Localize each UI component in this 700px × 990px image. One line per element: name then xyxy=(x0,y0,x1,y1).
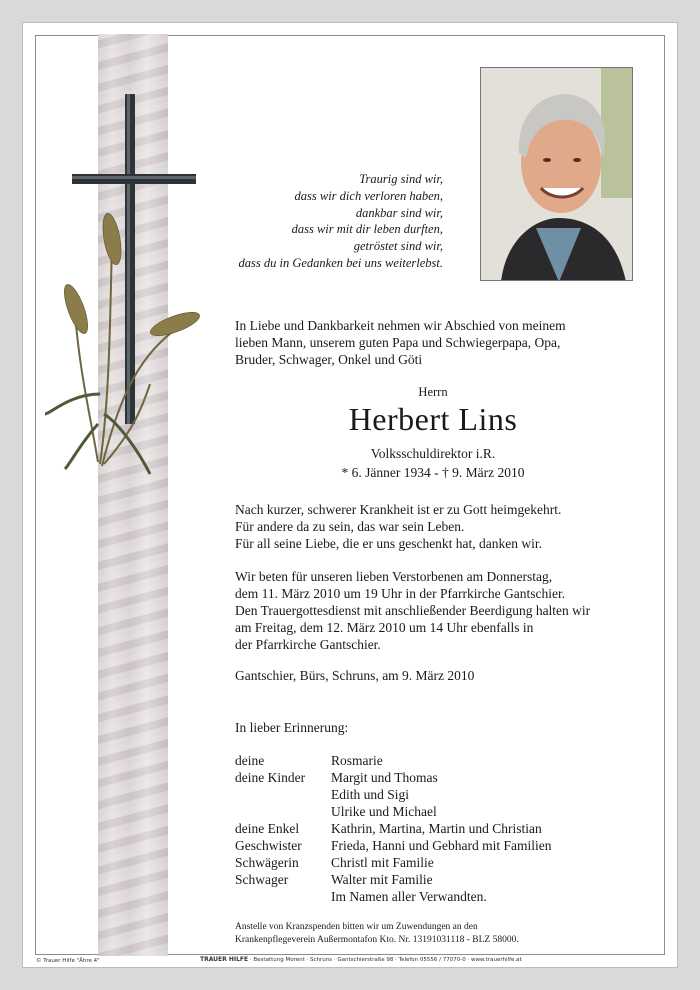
relative-row xyxy=(233,838,553,855)
portrait-photo xyxy=(480,67,633,281)
poem-line: getröstet sind wir, xyxy=(353,239,443,254)
deceased-title: Volksschuldirektor i.R. xyxy=(370,446,496,461)
poem-line: dass du in Gedanken bei uns weiterlebst. xyxy=(238,255,443,270)
footer-brand: TRAUER HILFE xyxy=(200,956,249,963)
footer-details: · Bestattung Morent · Schruns · Gantschierstraße 98 · Telefon 05556 / 77070-0 · www.trauerhilfe.at xyxy=(249,957,522,963)
relative-row xyxy=(233,770,553,787)
note-line: Krankenpflegeverein Außermontafon Kto. Nr. 13191031118 - BLZ 58000. xyxy=(235,934,519,945)
paragraph-line: Für andere da zu sein, das war sein Leben. xyxy=(235,519,465,534)
paragraph-line: Nach kurzer, schwerer Krankheit ist er zu Gott heimgekehrt. xyxy=(235,502,562,517)
relative-names: Walter mit Familie xyxy=(331,872,433,887)
relatives-table xyxy=(233,753,553,906)
donation-note xyxy=(235,921,595,946)
intro-line: Bruder, Schwager, Onkel und Göti xyxy=(235,352,423,367)
paragraph-line: dem 11. März 2010 um 19 Uhr in der Pfarrkirche Gantschier. xyxy=(235,586,566,601)
relative-names: Frieda, Hanni und Gebhard mit Familien xyxy=(331,838,552,853)
poem xyxy=(239,171,444,272)
relative-names: Rosmarie xyxy=(331,753,383,768)
relative-row xyxy=(233,872,553,889)
poem-line: dankbar sind wir, xyxy=(355,205,443,220)
note-line: Anstelle von Kranzspenden bitten wir um Zuwendungen an den xyxy=(235,922,478,932)
deceased-name: Herbert Lins xyxy=(348,401,518,437)
relative-names: Kathrin, Martina, Martin und Christian xyxy=(331,821,542,836)
paragraph-line: der Pfarrkirche Gantschier. xyxy=(235,637,381,652)
memory-heading: In lieber Erinnerung: xyxy=(235,720,349,735)
relation xyxy=(233,787,329,804)
relative-names: Margit und Thomas xyxy=(331,770,438,785)
relative-row xyxy=(233,753,553,770)
intro-text xyxy=(235,317,605,368)
footer-imprint xyxy=(200,956,522,963)
relative-row xyxy=(233,855,553,872)
salutation: Herrn xyxy=(418,385,448,399)
cross-with-wheat-illustration xyxy=(40,94,210,494)
relative-row xyxy=(233,804,553,821)
life-dates: * 6. Jänner 1934 - † 9. März 2010 xyxy=(341,465,525,480)
relative-names: Ulrike und Michael xyxy=(331,804,437,819)
relative-names: Edith und Sigi xyxy=(331,787,410,802)
relative-row xyxy=(233,787,553,804)
paragraph-line: am Freitag, dem 12. März 2010 um 14 Uhr ebenfalls in xyxy=(235,620,534,635)
relation: Schwägerin xyxy=(235,855,299,870)
relative-row xyxy=(233,821,553,838)
paragraph-farewell xyxy=(235,501,635,552)
relation: Geschwister xyxy=(235,838,302,853)
relative-names: Christl mit Familie xyxy=(331,855,434,870)
relation xyxy=(233,804,329,821)
intro-line: lieben Mann, unserem guten Papa und Schwiegerpapa, Opa, xyxy=(235,335,561,350)
relation: Schwager xyxy=(235,872,289,887)
footer-copyright: © Trauer Hilfe "Ähre 4" xyxy=(36,958,100,964)
relation: deine xyxy=(235,753,265,768)
paragraph-line: Wir beten für unseren lieben Verstorbenen am Donnerstag, xyxy=(235,569,553,584)
intro-line: In Liebe und Dankbarkeit nehmen wir Abschied von meinem xyxy=(235,318,566,333)
poem-line: Traurig sind wir, xyxy=(359,172,443,186)
paragraph-line: Für all seine Liebe, die er uns geschenkt hat, danken wir. xyxy=(235,536,543,551)
paragraph-line: Den Trauergottesdienst mit anschließender Beerdigung halten wir xyxy=(235,603,591,618)
paragraph-service xyxy=(235,568,635,653)
poem-line: dass wir dich verloren haben, xyxy=(294,188,443,203)
portrait-image xyxy=(481,68,633,281)
relation xyxy=(233,889,329,906)
relation: deine Enkel xyxy=(235,821,300,836)
poem-line: dass wir mit dir leben durften, xyxy=(291,222,443,237)
relation: deine Kinder xyxy=(235,770,306,785)
relative-row xyxy=(233,889,553,906)
place-date: Gantschier, Bürs, Schruns, am 9. März 2010 xyxy=(235,668,475,683)
relative-names: Im Namen aller Verwandten. xyxy=(331,889,487,904)
